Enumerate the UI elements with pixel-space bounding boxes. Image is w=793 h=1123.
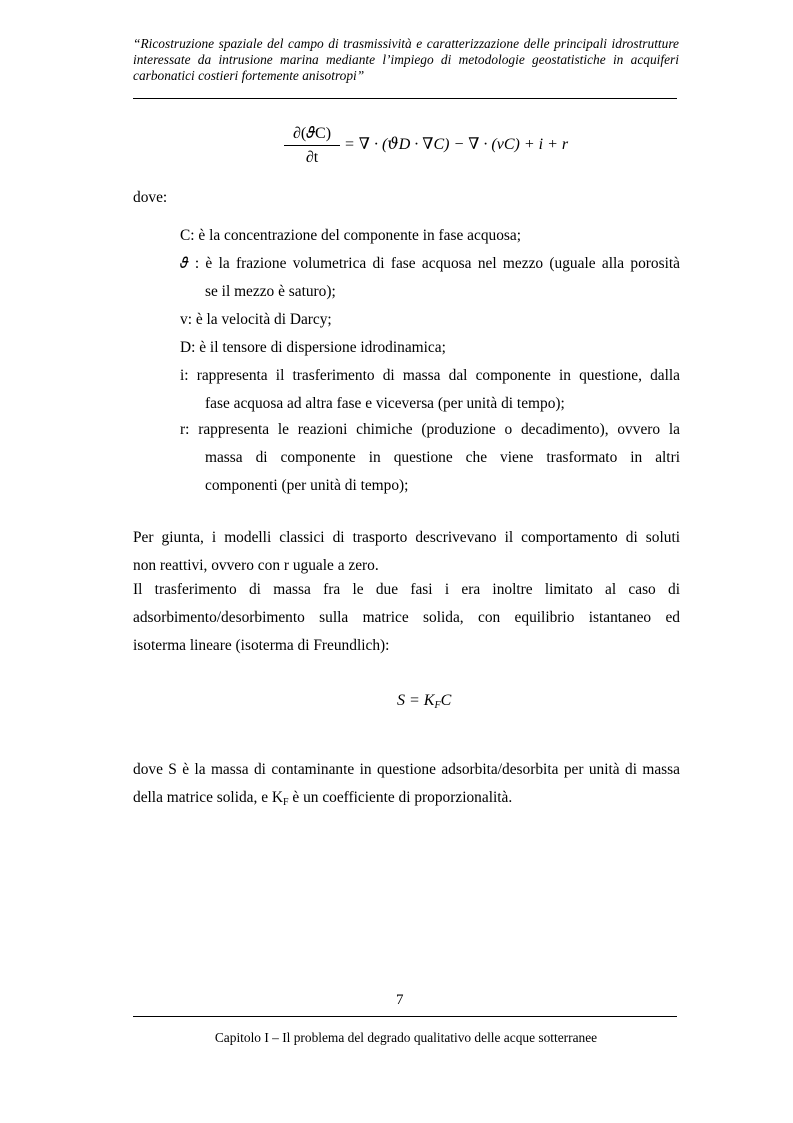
paragraph-3 [133,756,680,812]
equation-1-fraction [284,125,340,167]
paragraph-2 [133,576,680,660]
paragraph-text: è un coefficiente di proporzionalità. [288,789,513,806]
paragraph-1 [133,524,680,580]
equation-1-rhs: = ∇ · (𝜗D · ∇C) − ∇ · (vC) + i + r [344,136,569,153]
paragraph-line: non reattivi, ovvero con r uguale a zero. [133,557,379,574]
page-number: 7 [396,992,404,1008]
definition-line: fase acquosa ad altra fase e viceversa (per unità di tempo); [205,395,565,412]
definition-line: se il mezzo è saturo); [205,283,336,300]
running-footer: Capitolo I – Il problema del degrado qualitativo delle acque sotterranee [214,1030,598,1045]
equation-2-rhs: C [440,692,452,709]
paragraph-line: Il trasferimento di massa fra le due fasi i era inoltre limitato al caso di [133,581,680,598]
definition-theta [180,250,680,306]
fraction-bar [284,145,340,146]
equation-2-lhs: S = K [397,692,435,709]
definition-line: r: rappresenta le reazioni chimiche (produzione o decadimento), ovvero la [180,421,680,438]
header-line-3: carbonatici costieri fortemente anisotropi” [133,68,365,83]
equation-2 [397,692,451,711]
definition-line: massa di componente in questione che viene trasformato in altri [205,449,680,466]
equation-1-numerator: ∂(𝜗C) [292,125,332,142]
definition-line: v: è la velocità di Darcy; [180,311,332,328]
definition-D [180,334,680,362]
definition-v [180,306,680,334]
paragraph-line: adsorbimento/desorbimento sulla matrice solida, con equilibrio istantaneo ed [133,609,680,626]
paragraph-line: dove S è la massa di contaminante in questione adsorbita/desorbita per unità di massa [133,761,680,778]
definition-i [180,362,680,418]
definition-line: i: rappresenta il trasferimento di massa dal componente in questione, dalla [180,367,680,384]
footer-rule [133,1016,677,1017]
definition-line: 𝜗 : è la frazione volumetrica di fase acquosa nel mezzo (uguale alla porosità [180,255,680,272]
definition-C [180,222,680,250]
dove-label: dove: [133,189,168,206]
definition-line: C: è la concentrazione del componente in fase acquosa; [180,227,522,244]
header-line-2: interessate da intrusione marina mediante l’impiego di metodologie geostatistiche in acquiferi [133,52,679,67]
equation-1-denominator: ∂t [305,149,319,166]
definition-line: componenti (per unità di tempo); [205,477,409,494]
header-rule [133,98,677,99]
definition-line: D: è il tensore di dispersione idrodinamica; [180,339,446,356]
subscript-F: F [283,797,289,808]
definition-r [180,416,680,500]
equation-2-subscript: F [434,700,441,711]
paragraph-text: della matrice solida, e K [133,789,283,806]
paragraph-line [133,784,680,812]
paragraph-line: Per giunta, i modelli classici di trasporto descrivevano il comportamento di soluti [133,529,680,546]
paragraph-line: isoterma lineare (isoterma di Freundlich): [133,637,390,654]
header-line-1: “Ricostruzione spaziale del campo di trasmissività e caratterizzazione delle principali idrostrutture [133,36,679,51]
running-header [133,36,679,84]
